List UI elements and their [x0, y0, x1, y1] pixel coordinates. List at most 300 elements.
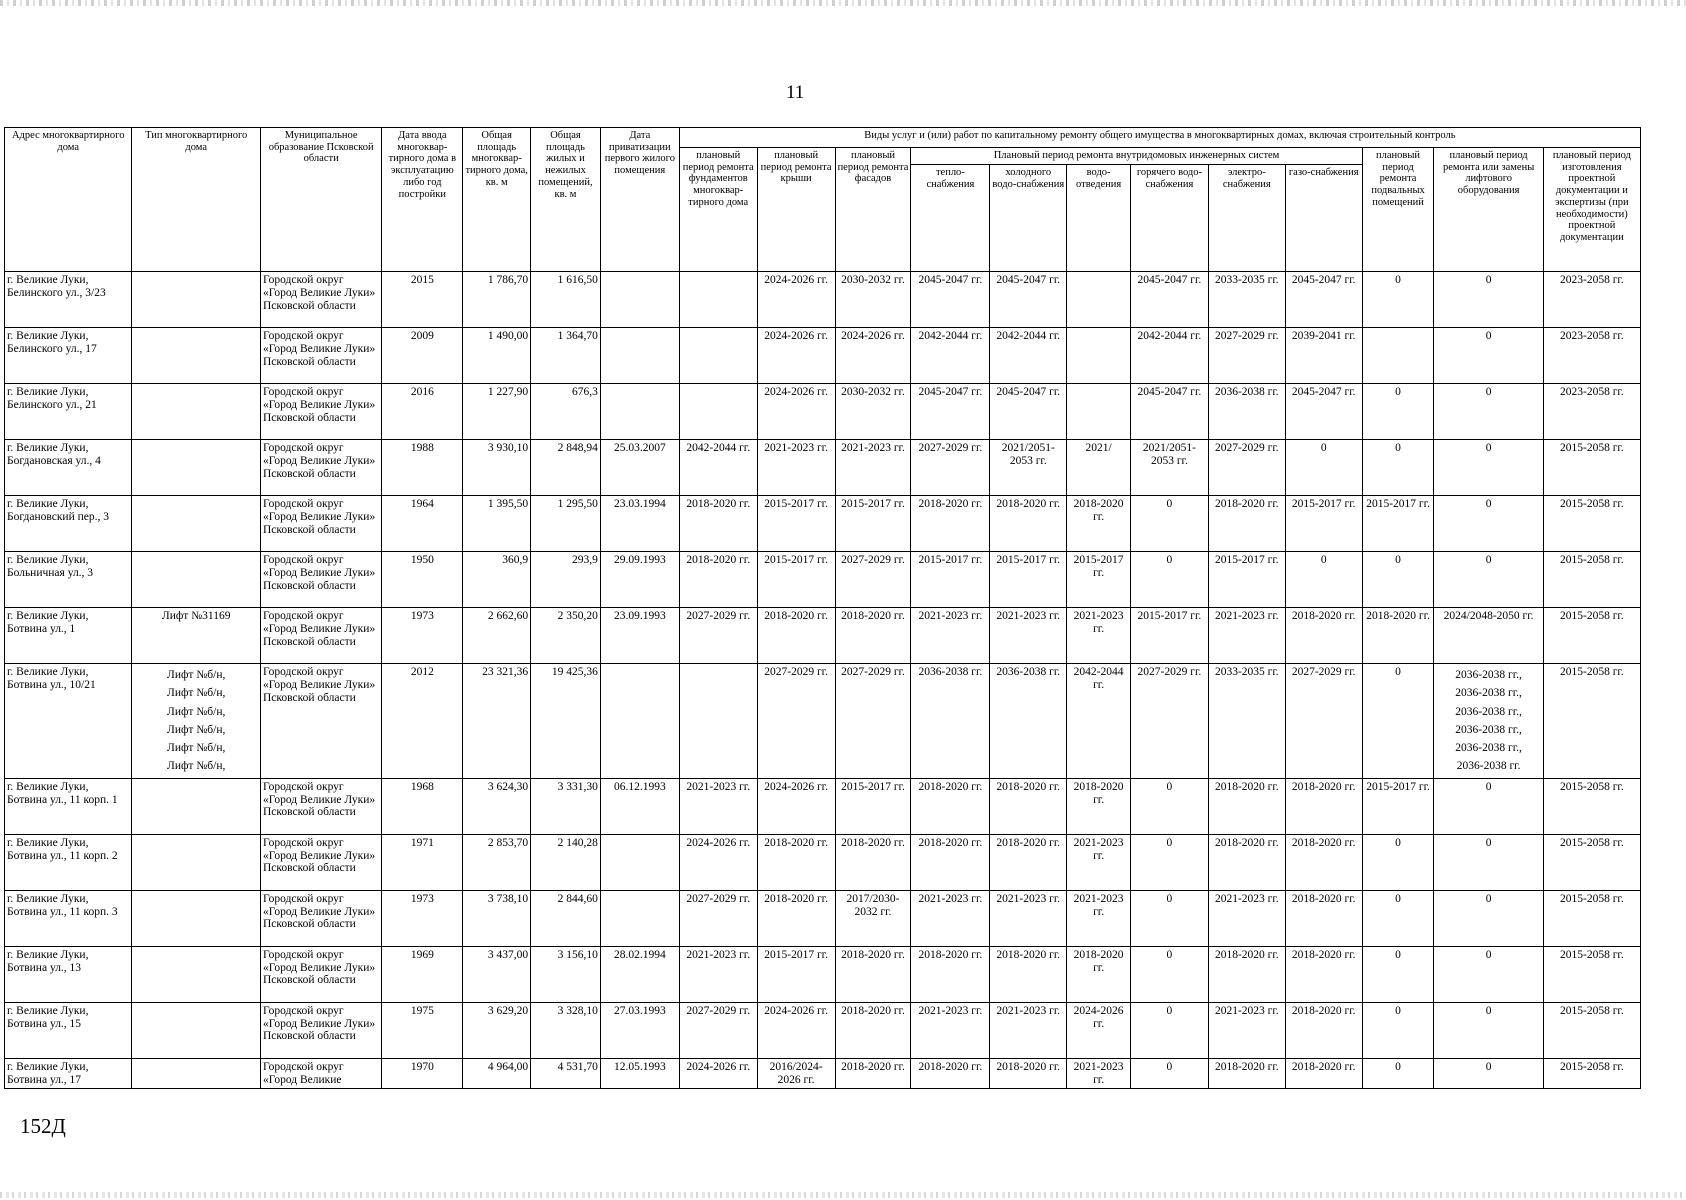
cell-design-docs: 2015-2058 гг. [1543, 496, 1640, 552]
cell-roof: 2015-2017 гг. [757, 946, 835, 1002]
cell-priv-date: 28.02.1994 [600, 946, 679, 1002]
table-row [5, 664, 1641, 779]
cell-total-area: 4 964,00 [463, 1058, 531, 1089]
cell-heating: 2021-2023 гг. [911, 608, 990, 664]
cell-electric: 2021-2023 гг. [1208, 890, 1285, 946]
cell-address: г. Великие Луки, Ботвина ул., 11 корп. 2 [5, 834, 132, 890]
cell-elevator: 0 [1434, 440, 1543, 496]
cell-year: 2009 [382, 328, 463, 384]
cell-roof: 2018-2020 гг. [757, 890, 835, 946]
cell-gas: 2018-2020 гг. [1285, 834, 1362, 890]
cell-municipality: Городской округ «Город Великие Луки» Псковской области [260, 834, 381, 890]
cell-address: г. Великие Луки, Богдановская ул., 4 [5, 440, 132, 496]
cell-heating: 2045-2047 гг. [911, 272, 990, 328]
cell-drainage: 2021/ [1067, 440, 1131, 496]
cell-priv-date [600, 834, 679, 890]
cell-facade: 2027-2029 гг. [835, 552, 911, 608]
cell-municipality: Городской округ «Город Великие Луки» Псковской области [260, 496, 381, 552]
cell-basement [1362, 328, 1434, 384]
cell-house-type [132, 440, 260, 496]
cell-year: 1971 [382, 834, 463, 890]
cell-foundation [679, 328, 757, 384]
cell-elevator: 0 [1434, 1058, 1543, 1089]
cell-premises-area: 19 425,36 [531, 664, 601, 779]
elevator-entry: Лифт №б/н, [167, 669, 226, 681]
cell-basement: 0 [1362, 1002, 1434, 1058]
header-privatization-date: Дата приватизации первого жилого помещения [600, 128, 679, 272]
cell-priv-date: 27.03.1993 [600, 1002, 679, 1058]
elevator-entry: Лифт №б/н, [167, 705, 226, 718]
cell-electric: 2027-2029 гг. [1208, 440, 1285, 496]
cell-foundation [679, 272, 757, 328]
cell-drainage: 2021-2023 гг. [1067, 890, 1131, 946]
elevator-period: 2036-2038 гг. [1456, 760, 1521, 773]
cell-address: г. Великие Луки, Ботвина ул., 1 [5, 608, 132, 664]
cell-house-type [132, 1002, 260, 1058]
cell-year: 1970 [382, 1058, 463, 1089]
cell-cold-water: 2018-2020 гг. [990, 1058, 1067, 1089]
cell-basement: 0 [1362, 440, 1434, 496]
cell-elevator: 0 [1434, 328, 1543, 384]
cell-elevator: 0 [1434, 834, 1543, 890]
header-cold-water: холодного водо-снабжения [990, 165, 1067, 272]
elevator-period: 2036-2038 гг., [1455, 669, 1522, 681]
cell-hot-water: 2045-2047 гг. [1130, 384, 1208, 440]
cell-electric: 2027-2029 гг. [1208, 328, 1285, 384]
cell-premises-area: 2 350,20 [531, 608, 601, 664]
cell-hot-water: 2045-2047 гг. [1130, 272, 1208, 328]
cell-heating: 2021-2023 гг. [911, 890, 990, 946]
cell-drainage: 2021-2023 гг. [1067, 608, 1131, 664]
cell-foundation: 2018-2020 гг. [679, 496, 757, 552]
cell-design-docs: 2015-2058 гг. [1543, 946, 1640, 1002]
cell-priv-date: 06.12.1993 [600, 778, 679, 834]
cell-drainage: 2015-2017 гг. [1067, 552, 1131, 608]
cell-foundation: 2027-2029 гг. [679, 890, 757, 946]
cell-heating: 2015-2017 гг. [911, 552, 990, 608]
cell-hot-water: 0 [1130, 946, 1208, 1002]
cell-elevator: 0 [1434, 778, 1543, 834]
cell-foundation: 2027-2029 гг. [679, 1002, 757, 1058]
cell-electric: 2018-2020 гг. [1208, 496, 1285, 552]
cell-address: г. Великие Луки, Белинского ул., 21 [5, 384, 132, 440]
cell-roof: 2027-2029 гг. [757, 664, 835, 779]
cell-foundation: 2024-2026 гг. [679, 1058, 757, 1089]
cell-year: 1975 [382, 1002, 463, 1058]
cell-drainage [1067, 272, 1131, 328]
scan-edge-bottom [0, 1192, 1686, 1198]
cell-gas: 2018-2020 гг. [1285, 1002, 1362, 1058]
header-facade: плановый период ремонта фасадов [835, 148, 911, 272]
cell-house-type [132, 778, 260, 834]
cell-roof: 2024-2026 гг. [757, 1002, 835, 1058]
cell-elevator: 2024/2048-2050 гг. [1434, 608, 1543, 664]
cell-basement: 0 [1362, 272, 1434, 328]
cell-address: г. Великие Луки, Ботвина ул., 13 [5, 946, 132, 1002]
cell-address: г. Великие Луки, Ботвина ул., 15 [5, 1002, 132, 1058]
table-row [5, 440, 1641, 496]
table-row [5, 1058, 1641, 1089]
cell-total-area: 2 853,70 [463, 834, 531, 890]
cell-total-area: 2 662,60 [463, 608, 531, 664]
cell-total-area: 1 786,70 [463, 272, 531, 328]
cell-design-docs: 2015-2058 гг. [1543, 834, 1640, 890]
cell-facade: 2018-2020 гг. [835, 608, 911, 664]
table-row [5, 834, 1641, 890]
cell-address: г. Великие Луки, Богдановский пер., 3 [5, 496, 132, 552]
cell-municipality: Городской округ «Город Великие [260, 1058, 381, 1089]
cell-heating: 2027-2029 гг. [911, 440, 990, 496]
cell-design-docs: 2015-2058 гг. [1543, 664, 1640, 779]
cell-basement: 2015-2017 гг. [1362, 496, 1434, 552]
cell-total-area: 3 629,20 [463, 1002, 531, 1058]
cell-design-docs: 2015-2058 гг. [1543, 552, 1640, 608]
cell-facade: 2015-2017 гг. [835, 496, 911, 552]
cell-facade: 2018-2020 гг. [835, 946, 911, 1002]
cell-cold-water: 2018-2020 гг. [990, 496, 1067, 552]
cell-facade: 2024-2026 гг. [835, 328, 911, 384]
cell-hot-water: 2021/2051-2053 гг. [1130, 440, 1208, 496]
cell-electric: 2018-2020 гг. [1208, 1058, 1285, 1089]
cell-design-docs: 2015-2058 гг. [1543, 778, 1640, 834]
cell-hot-water: 2042-2044 гг. [1130, 328, 1208, 384]
cell-roof: 2015-2017 гг. [757, 552, 835, 608]
cell-total-area: 3 624,30 [463, 778, 531, 834]
cell-roof: 2015-2017 гг. [757, 496, 835, 552]
cell-design-docs: 2015-2058 гг. [1543, 890, 1640, 946]
cell-premises-area: 293,9 [531, 552, 601, 608]
header-total-area: Общая площадь многоквар-тирного дома, кв. м [463, 128, 531, 272]
cell-priv-date: 12.05.1993 [600, 1058, 679, 1089]
cell-gas: 2015-2017 гг. [1285, 496, 1362, 552]
cell-foundation: 2042-2044 гг. [679, 440, 757, 496]
cell-address: г. Великие Луки, Ботвина ул., 10/21 [5, 664, 132, 779]
cell-total-area: 1 490,00 [463, 328, 531, 384]
cell-cold-water: 2021-2023 гг. [990, 890, 1067, 946]
cell-elevator: 0 [1434, 384, 1543, 440]
cell-electric: 2018-2020 гг. [1208, 834, 1285, 890]
cell-hot-water: 0 [1130, 834, 1208, 890]
cell-drainage: 2024-2026 гг. [1067, 1002, 1131, 1058]
cell-total-area: 1 395,50 [463, 496, 531, 552]
cell-gas: 0 [1285, 440, 1362, 496]
cell-total-area: 3 930,10 [463, 440, 531, 496]
cell-roof: 2024-2026 гг. [757, 328, 835, 384]
cell-heating: 2045-2047 гг. [911, 384, 990, 440]
cell-basement: 0 [1362, 946, 1434, 1002]
cell-premises-area: 4 531,70 [531, 1058, 601, 1089]
cell-elevator [1434, 664, 1543, 779]
cell-drainage [1067, 328, 1131, 384]
cell-elevator: 0 [1434, 890, 1543, 946]
scan-edge-top [0, 0, 1686, 6]
cell-municipality: Городской округ «Город Великие Луки» Псковской области [260, 778, 381, 834]
cell-municipality: Городской округ «Город Великие Луки» Псковской области [260, 946, 381, 1002]
cell-elevator: 0 [1434, 552, 1543, 608]
header-heating: тепло-снабжения [911, 165, 990, 272]
elevator-period: 2036-2038 гг., [1455, 687, 1522, 700]
cell-drainage: 2021-2023 гг. [1067, 834, 1131, 890]
cell-gas: 2018-2020 гг. [1285, 778, 1362, 834]
cell-premises-area: 2 844,60 [531, 890, 601, 946]
cell-design-docs: 2015-2058 гг. [1543, 1058, 1640, 1089]
header-electric: электро-снабжения [1208, 165, 1285, 272]
cell-year: 1973 [382, 890, 463, 946]
cell-heating: 2018-2020 гг. [911, 778, 990, 834]
elevator-period: 2036-2038 гг., [1455, 742, 1522, 755]
cell-foundation [679, 384, 757, 440]
cell-priv-date [600, 890, 679, 946]
cell-year: 2012 [382, 664, 463, 779]
cell-premises-area: 2 140,28 [531, 834, 601, 890]
cell-hot-water: 0 [1130, 778, 1208, 834]
elevator-period: 2036-2038 гг., [1455, 705, 1522, 718]
cell-house-type [132, 890, 260, 946]
header-hot-water: горячего водо-снабжения [1130, 165, 1208, 272]
header-premises-area: Общая площадь жилых и нежилых помещений, кв. м [531, 128, 601, 272]
cell-cold-water: 2021-2023 гг. [990, 1002, 1067, 1058]
cell-design-docs: 2023-2058 гг. [1543, 328, 1640, 384]
cell-gas: 2045-2047 гг. [1285, 384, 1362, 440]
cell-cold-water: 2045-2047 гг. [990, 384, 1067, 440]
cell-cold-water: 2018-2020 гг. [990, 778, 1067, 834]
cell-house-type [132, 552, 260, 608]
cell-design-docs: 2015-2058 гг. [1543, 608, 1640, 664]
cell-house-type [132, 328, 260, 384]
cell-hot-water: 2015-2017 гг. [1130, 608, 1208, 664]
header-commission-date: Дата ввода многоквар-тирного дома в эксплуатацию либо год постройки [382, 128, 463, 272]
cell-facade: 2018-2020 гг. [835, 834, 911, 890]
cell-basement: 0 [1362, 834, 1434, 890]
header-drainage: водо-отведения [1067, 165, 1131, 272]
cell-roof: 2024-2026 гг. [757, 384, 835, 440]
cell-cold-water: 2045-2047 гг. [990, 272, 1067, 328]
cell-premises-area: 3 331,30 [531, 778, 601, 834]
cell-address: г. Великие Луки, Белинского ул., 3/23 [5, 272, 132, 328]
page-number: 11 [786, 82, 805, 103]
cell-heating: 2018-2020 гг. [911, 496, 990, 552]
cell-design-docs: 2015-2058 гг. [1543, 440, 1640, 496]
cell-cold-water: 2042-2044 гг. [990, 328, 1067, 384]
cell-municipality: Городской округ «Город Великие Луки» Псковской области [260, 328, 381, 384]
cell-facade: 2030-2032 гг. [835, 384, 911, 440]
cell-drainage [1067, 384, 1131, 440]
cell-hot-water: 0 [1130, 552, 1208, 608]
cell-gas: 2018-2020 гг. [1285, 1058, 1362, 1089]
cell-heating: 2021-2023 гг. [911, 1002, 990, 1058]
header-works-group: Виды услуг и (или) работ по капитальному ремонту общего имущества в многоквартирных домах, включая строительный контроль [679, 128, 1640, 148]
header-address: Адрес многоквартирного дома [5, 128, 132, 272]
cell-foundation: 2021-2023 гг. [679, 778, 757, 834]
cell-municipality: Городской округ «Город Великие Луки» Псковской области [260, 440, 381, 496]
cell-cold-water: 2015-2017 гг. [990, 552, 1067, 608]
cell-facade: 2018-2020 гг. [835, 1002, 911, 1058]
cell-facade: 2030-2032 гг. [835, 272, 911, 328]
header-elevator: плановый период ремонта или замены лифтового оборудования [1434, 148, 1543, 272]
cell-drainage: 2018-2020 гг. [1067, 496, 1131, 552]
table-row [5, 552, 1641, 608]
table-row [5, 946, 1641, 1002]
cell-gas: 0 [1285, 552, 1362, 608]
header-house-type: Тип многоквартирного дома [132, 128, 260, 272]
cell-facade: 2017/2030-2032 гг. [835, 890, 911, 946]
cell-drainage: 2021-2023 гг. [1067, 1058, 1131, 1089]
cell-premises-area: 1 616,50 [531, 272, 601, 328]
cell-premises-area: 3 328,10 [531, 1002, 601, 1058]
cell-electric: 2021-2023 гг. [1208, 608, 1285, 664]
header-basement: плановый период ремонта подвальных помещений [1362, 148, 1434, 272]
cell-total-area: 1 227,90 [463, 384, 531, 440]
capital-repair-table [4, 127, 1641, 1089]
header-gas: газо-снабжения [1285, 165, 1362, 272]
cell-year: 2015 [382, 272, 463, 328]
document-code: 152Д [20, 1114, 66, 1138]
cell-electric: 2018-2020 гг. [1208, 778, 1285, 834]
cell-electric: 2033-2035 гг. [1208, 664, 1285, 779]
cell-roof: 2024-2026 гг. [757, 778, 835, 834]
cell-elevator: 0 [1434, 946, 1543, 1002]
cell-premises-area: 1 295,50 [531, 496, 601, 552]
table-row [5, 608, 1641, 664]
cell-total-area: 3 437,00 [463, 946, 531, 1002]
cell-basement: 0 [1362, 384, 1434, 440]
cell-hot-water: 0 [1130, 1002, 1208, 1058]
cell-gas: 2018-2020 гг. [1285, 608, 1362, 664]
cell-year: 1988 [382, 440, 463, 496]
cell-premises-area: 3 156,10 [531, 946, 601, 1002]
cell-elevator: 0 [1434, 1002, 1543, 1058]
cell-foundation: 2021-2023 гг. [679, 946, 757, 1002]
cell-gas: 2045-2047 гг. [1285, 272, 1362, 328]
cell-house-type [132, 664, 260, 779]
cell-municipality: Городской округ «Город Великие Луки» Псковской области [260, 552, 381, 608]
cell-house-type [132, 272, 260, 328]
cell-roof: 2024-2026 гг. [757, 272, 835, 328]
cell-facade: 2015-2017 гг. [835, 778, 911, 834]
cell-hot-water: 0 [1130, 496, 1208, 552]
cell-municipality: Городской округ «Город Великие Луки» Псковской области [260, 890, 381, 946]
cell-heating: 2018-2020 гг. [911, 1058, 990, 1089]
cell-foundation: 2018-2020 гг. [679, 552, 757, 608]
cell-basement: 0 [1362, 890, 1434, 946]
cell-drainage: 2042-2044 гг. [1067, 664, 1131, 779]
cell-heating: 2042-2044 гг. [911, 328, 990, 384]
cell-design-docs: 2023-2058 гг. [1543, 384, 1640, 440]
cell-premises-area: 676,3 [531, 384, 601, 440]
header-roof: плановый период ремонта крыши [757, 148, 835, 272]
cell-basement: 0 [1362, 664, 1434, 779]
cell-roof: 2018-2020 гг. [757, 608, 835, 664]
cell-year: 1969 [382, 946, 463, 1002]
cell-house-type: Лифт №31169 [132, 608, 260, 664]
elevator-entry: Лифт №б/н, [167, 742, 226, 755]
cell-foundation: 2027-2029 гг. [679, 608, 757, 664]
cell-gas: 2027-2029 гг. [1285, 664, 1362, 779]
cell-facade: 2021-2023 гг. [835, 440, 911, 496]
cell-priv-date [600, 384, 679, 440]
table-row [5, 328, 1641, 384]
table-row [5, 272, 1641, 328]
table-row [5, 778, 1641, 834]
cell-hot-water: 0 [1130, 1058, 1208, 1089]
cell-hot-water: 0 [1130, 890, 1208, 946]
cell-electric: 2021-2023 гг. [1208, 1002, 1285, 1058]
cell-elevator: 0 [1434, 272, 1543, 328]
cell-electric: 2033-2035 гг. [1208, 272, 1285, 328]
cell-electric: 2036-2038 гг. [1208, 384, 1285, 440]
cell-priv-date: 25.03.2007 [600, 440, 679, 496]
cell-roof: 2016/2024-2026 гг. [757, 1058, 835, 1089]
cell-priv-date: 23.03.1994 [600, 496, 679, 552]
cell-gas: 2039-2041 гг. [1285, 328, 1362, 384]
cell-premises-area: 1 364,70 [531, 328, 601, 384]
table-row [5, 384, 1641, 440]
elevator-period: 2036-2038 гг., [1455, 723, 1522, 736]
cell-year: 1950 [382, 552, 463, 608]
table-row [5, 890, 1641, 946]
cell-address: г. Великие Луки, Ботвина ул., 17 [5, 1058, 132, 1089]
cell-electric: 2015-2017 гг. [1208, 552, 1285, 608]
cell-priv-date: 23.09.1993 [600, 608, 679, 664]
cell-cold-water: 2021/2051-2053 гг. [990, 440, 1067, 496]
cell-roof: 2018-2020 гг. [757, 834, 835, 890]
cell-cold-water: 2018-2020 гг. [990, 946, 1067, 1002]
cell-foundation: 2024-2026 гг. [679, 834, 757, 890]
cell-house-type [132, 1058, 260, 1089]
cell-total-area: 360,9 [463, 552, 531, 608]
cell-elevator: 0 [1434, 496, 1543, 552]
cell-address: г. Великие Луки, Белинского ул., 17 [5, 328, 132, 384]
cell-priv-date: 29.09.1993 [600, 552, 679, 608]
cell-drainage: 2018-2020 гг. [1067, 778, 1131, 834]
cell-cold-water: 2021-2023 гг. [990, 608, 1067, 664]
cell-house-type [132, 384, 260, 440]
cell-address: г. Великие Луки, Ботвина ул., 11 корп. 3 [5, 890, 132, 946]
cell-heating: 2036-2038 гг. [911, 664, 990, 779]
cell-municipality: Городской округ «Город Великие Луки» Псковской области [260, 1002, 381, 1058]
cell-gas: 2018-2020 гг. [1285, 890, 1362, 946]
cell-priv-date [600, 328, 679, 384]
elevator-entry: Лифт №б/н, [167, 723, 226, 736]
cell-basement: 0 [1362, 1058, 1434, 1089]
cell-basement: 0 [1362, 552, 1434, 608]
cell-premises-area: 2 848,94 [531, 440, 601, 496]
cell-total-area: 3 738,10 [463, 890, 531, 946]
cell-year: 1964 [382, 496, 463, 552]
cell-facade: 2018-2020 гг. [835, 1058, 911, 1089]
cell-cold-water: 2036-2038 гг. [990, 664, 1067, 779]
cell-priv-date [600, 272, 679, 328]
header-foundation: плановый период ремонта фундаментов многоквар-тирного дома [679, 148, 757, 272]
cell-design-docs: 2023-2058 гг. [1543, 272, 1640, 328]
cell-municipality: Городской округ «Город Великие Луки» Псковской области [260, 384, 381, 440]
cell-municipality: Городской округ «Город Великие Луки» Псковской области [260, 664, 381, 779]
cell-drainage: 2018-2020 гг. [1067, 946, 1131, 1002]
cell-total-area: 23 321,36 [463, 664, 531, 779]
cell-priv-date [600, 664, 679, 779]
cell-electric: 2018-2020 гг. [1208, 946, 1285, 1002]
header-design-docs: плановый период изготовления проектной документации и экспертизы (при необходимости) проектной документации [1543, 148, 1640, 272]
cell-municipality: Городской округ «Город Великие Луки» Псковской области [260, 272, 381, 328]
elevator-entry: Лифт №б/н, [167, 687, 226, 700]
cell-heating: 2018-2020 гг. [911, 946, 990, 1002]
header-municipality: Муниципальное образование Псковской области [260, 128, 381, 272]
cell-design-docs: 2015-2058 гг. [1543, 1002, 1640, 1058]
cell-heating: 2018-2020 гг. [911, 834, 990, 890]
cell-house-type [132, 496, 260, 552]
cell-facade: 2027-2029 гг. [835, 664, 911, 779]
cell-year: 1973 [382, 608, 463, 664]
